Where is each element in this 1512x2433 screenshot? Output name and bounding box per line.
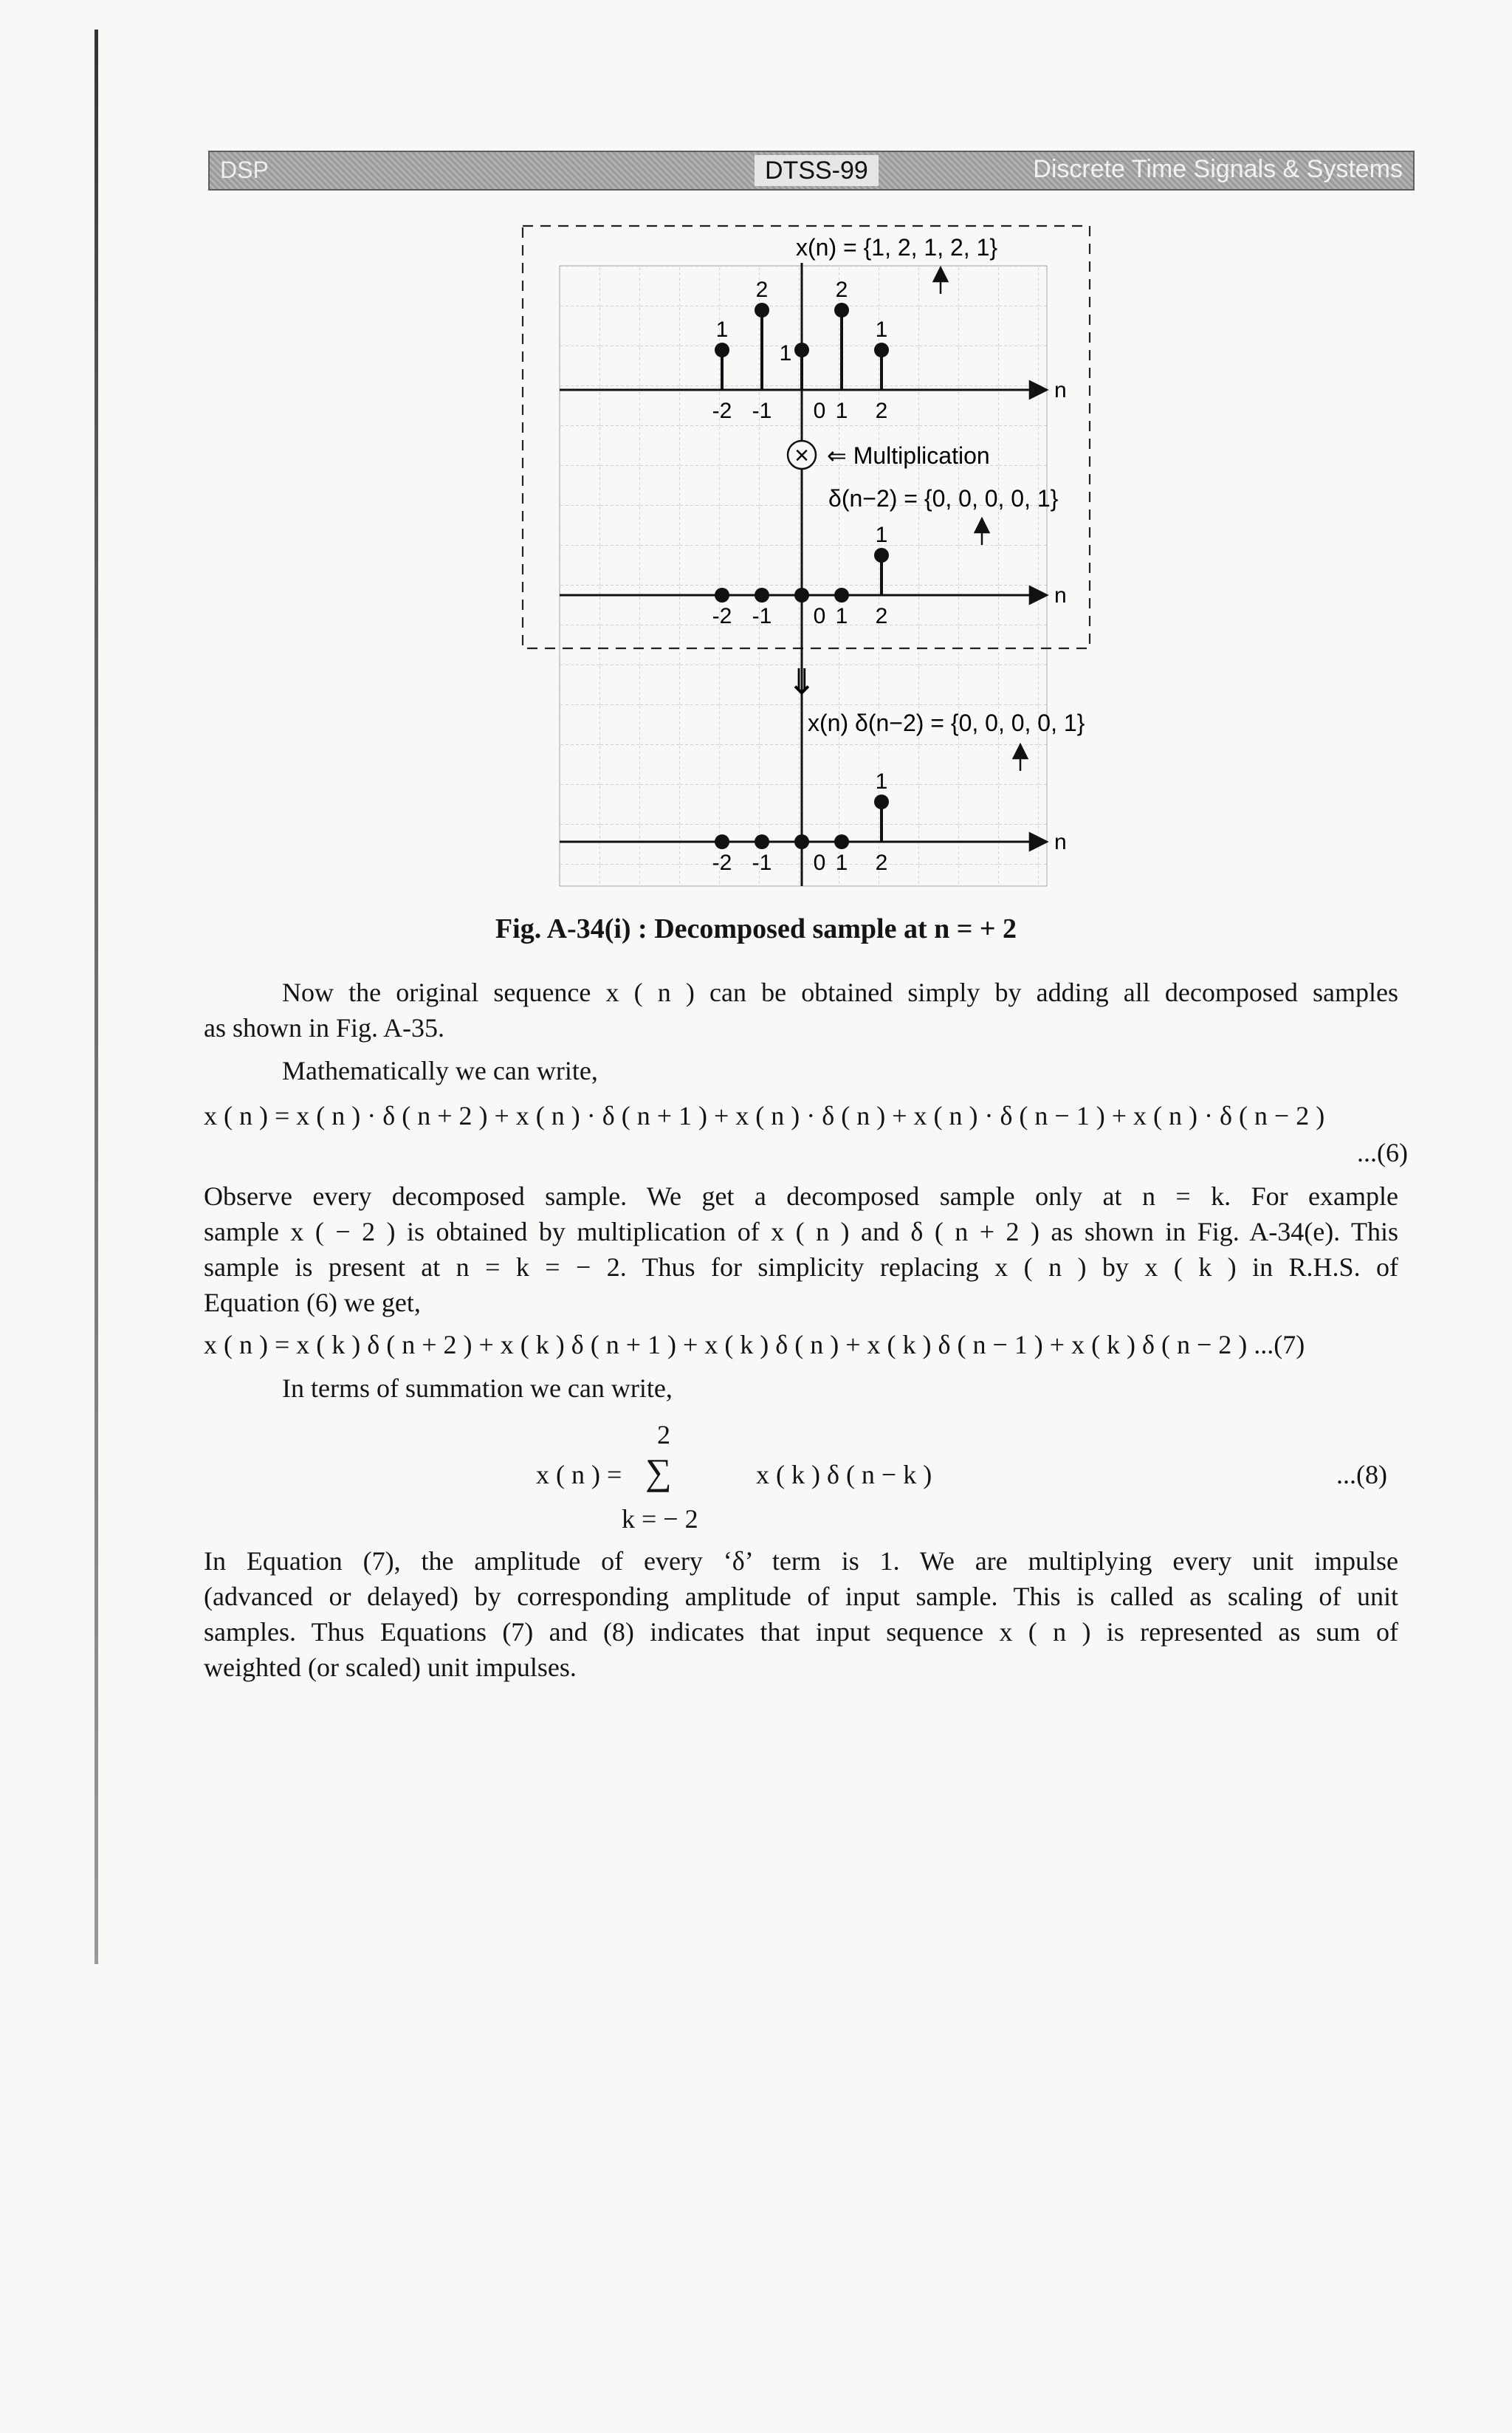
- panel1-tick-label: 1: [835, 399, 848, 423]
- multiply-symbol: ×: [794, 442, 809, 470]
- panel2-tick-label: 0: [813, 604, 826, 628]
- panel2-sample-dot: [874, 548, 889, 563]
- paragraph-3: [204, 1178, 1398, 1285]
- equation-8-sigma: ∑: [645, 1451, 672, 1492]
- panel3-sample-dot: [755, 834, 769, 849]
- paragraph-line: In Equation (7), the amplitude of every ‘δ’ term is 1. We are multiplying every unit impulse: [204, 1546, 1398, 1576]
- paragraph-3-end: Equation (6) we get,: [204, 1288, 421, 1317]
- paragraph-2: Mathematically we can write,: [282, 1056, 598, 1085]
- down-arrow: ⇓: [786, 662, 817, 703]
- panel1-value-label: 2: [755, 278, 769, 302]
- panel2-sequence-label: δ(n−2) = {0, 0, 0, 0, 1}: [828, 485, 1059, 512]
- panel2-axis-label: n: [1054, 583, 1067, 608]
- panel1-sample-dot: [755, 303, 769, 318]
- panel1-value-label: 1: [875, 318, 888, 342]
- panel3-sample-dot: [874, 795, 889, 809]
- header-left: DSP: [220, 157, 269, 183]
- paragraph-line: samples. Thus Equations (7) and (8) indicates that input sequence x ( n ) is represented as sum of: [204, 1617, 1398, 1647]
- panel2-tick-label: 1: [835, 604, 848, 628]
- panel1-tick-label: 0: [813, 399, 826, 423]
- panel2-sample-dot: [834, 588, 849, 603]
- panel3-sample-dot: [834, 834, 849, 849]
- paragraph-line: Observe every decomposed sample. We get a decomposed sample only at n = k. For example: [204, 1181, 1398, 1211]
- panel3-axis-label: n: [1054, 830, 1067, 854]
- paragraph-5: [204, 1543, 1398, 1650]
- paragraph-line: sample is present at n = k = − 2. Thus for simplicity replacing x ( n ) by x ( k ) in R.H.S. of: [204, 1252, 1398, 1282]
- paragraph-line: (advanced or delayed) by corresponding amplitude of input sample. This is called as scaling of unit: [204, 1582, 1398, 1611]
- panel1-sample-dot: [794, 343, 809, 357]
- paragraph-line: sample x ( − 2 ) is obtained by multiplication of x ( n ) and δ ( n + 2 ) as shown in Fig. A-34(e). This: [204, 1217, 1398, 1246]
- panel1-sample-dot: [874, 343, 889, 357]
- panel2-tick-label: -2: [712, 604, 732, 628]
- panel3-tick-label: 2: [875, 851, 888, 875]
- panel3-tick-label: -1: [752, 851, 772, 875]
- equation-8-upper-limit: 2: [657, 1420, 670, 1449]
- panel2-sample-dot: [755, 588, 769, 603]
- panel1-sample-dot: [834, 303, 849, 318]
- equation-7: x ( n ) = x ( k ) δ ( n + 2 ) + x ( k ) δ ( n + 1 ) + x ( k ) δ ( n ) + x ( k ) δ ( n − 1 ) + x ( k ) δ ( n − 2 ) ...(7): [204, 1330, 1305, 1359]
- figure-caption: Fig. A-34(i) : Decomposed sample at n = + 2: [495, 913, 1017, 944]
- panel1-tick-label: 2: [875, 399, 888, 423]
- panel3-sequence-label: x(n) δ(n−2) = {0, 0, 0, 0, 1}: [808, 710, 1085, 736]
- panel2-value-label: 1: [875, 523, 888, 547]
- panel2-sample-dot: [715, 588, 729, 603]
- panel3-tick-label: 0: [813, 851, 826, 875]
- equation-8-lhs: x ( n ) =: [536, 1460, 622, 1489]
- panel2-sample-dot: [794, 588, 809, 603]
- panel1-value-label: 1: [715, 318, 729, 342]
- paragraph-1: Now the original sequence x ( n ) can be obtained simply by adding all decomposed samples: [282, 978, 1398, 1007]
- panel3-tick-label: 1: [835, 851, 848, 875]
- header-center: DTSS-99: [755, 155, 879, 186]
- equation-8-term: x ( k ) δ ( n − k ): [756, 1460, 932, 1489]
- panel3-tick-label: -2: [712, 851, 732, 875]
- paragraph-1-end: as shown in Fig. A-35.: [204, 1013, 445, 1043]
- paragraph-4: In terms of summation we can write,: [282, 1373, 673, 1403]
- equation-8-number: ...(8): [1336, 1460, 1387, 1489]
- equation-6: x ( n ) = x ( n ) · δ ( n + 2 ) + x ( n ) · δ ( n + 1 ) + x ( n ) · δ ( n ) + x ( n ) · δ ( n − 1 ) + x ( n ) · δ ( n − 2 ): [204, 1101, 1325, 1130]
- panel1-value-label: 2: [835, 278, 848, 302]
- panel2-tick-label: 2: [875, 604, 888, 628]
- panel3-value-label: 1: [875, 769, 888, 794]
- multiply-label: ⇐ Multiplication: [827, 442, 990, 469]
- equation-6-number: ...(6): [1357, 1138, 1408, 1167]
- panel1-sample-dot: [715, 343, 729, 357]
- header-right: Discrete Time Signals & Systems: [1033, 155, 1403, 183]
- panel2-tick-label: -1: [752, 604, 772, 628]
- paragraph-5-end: weighted (or scaled) unit impulses.: [204, 1653, 577, 1682]
- panel1-sequence-label: x(n) = {1, 2, 1, 2, 1}: [796, 234, 998, 261]
- panel1-axis-label: n: [1054, 378, 1067, 402]
- panel3-sample-dot: [794, 834, 809, 849]
- equation-8-lower-limit: k = − 2: [622, 1504, 698, 1534]
- panel1-tick-label: -1: [752, 399, 772, 423]
- figure-a34i: [0, 0, 1512, 908]
- panel3-sample-dot: [715, 834, 729, 849]
- panel1-tick-label: -2: [712, 399, 732, 423]
- panel1-value-label: 1: [779, 341, 792, 366]
